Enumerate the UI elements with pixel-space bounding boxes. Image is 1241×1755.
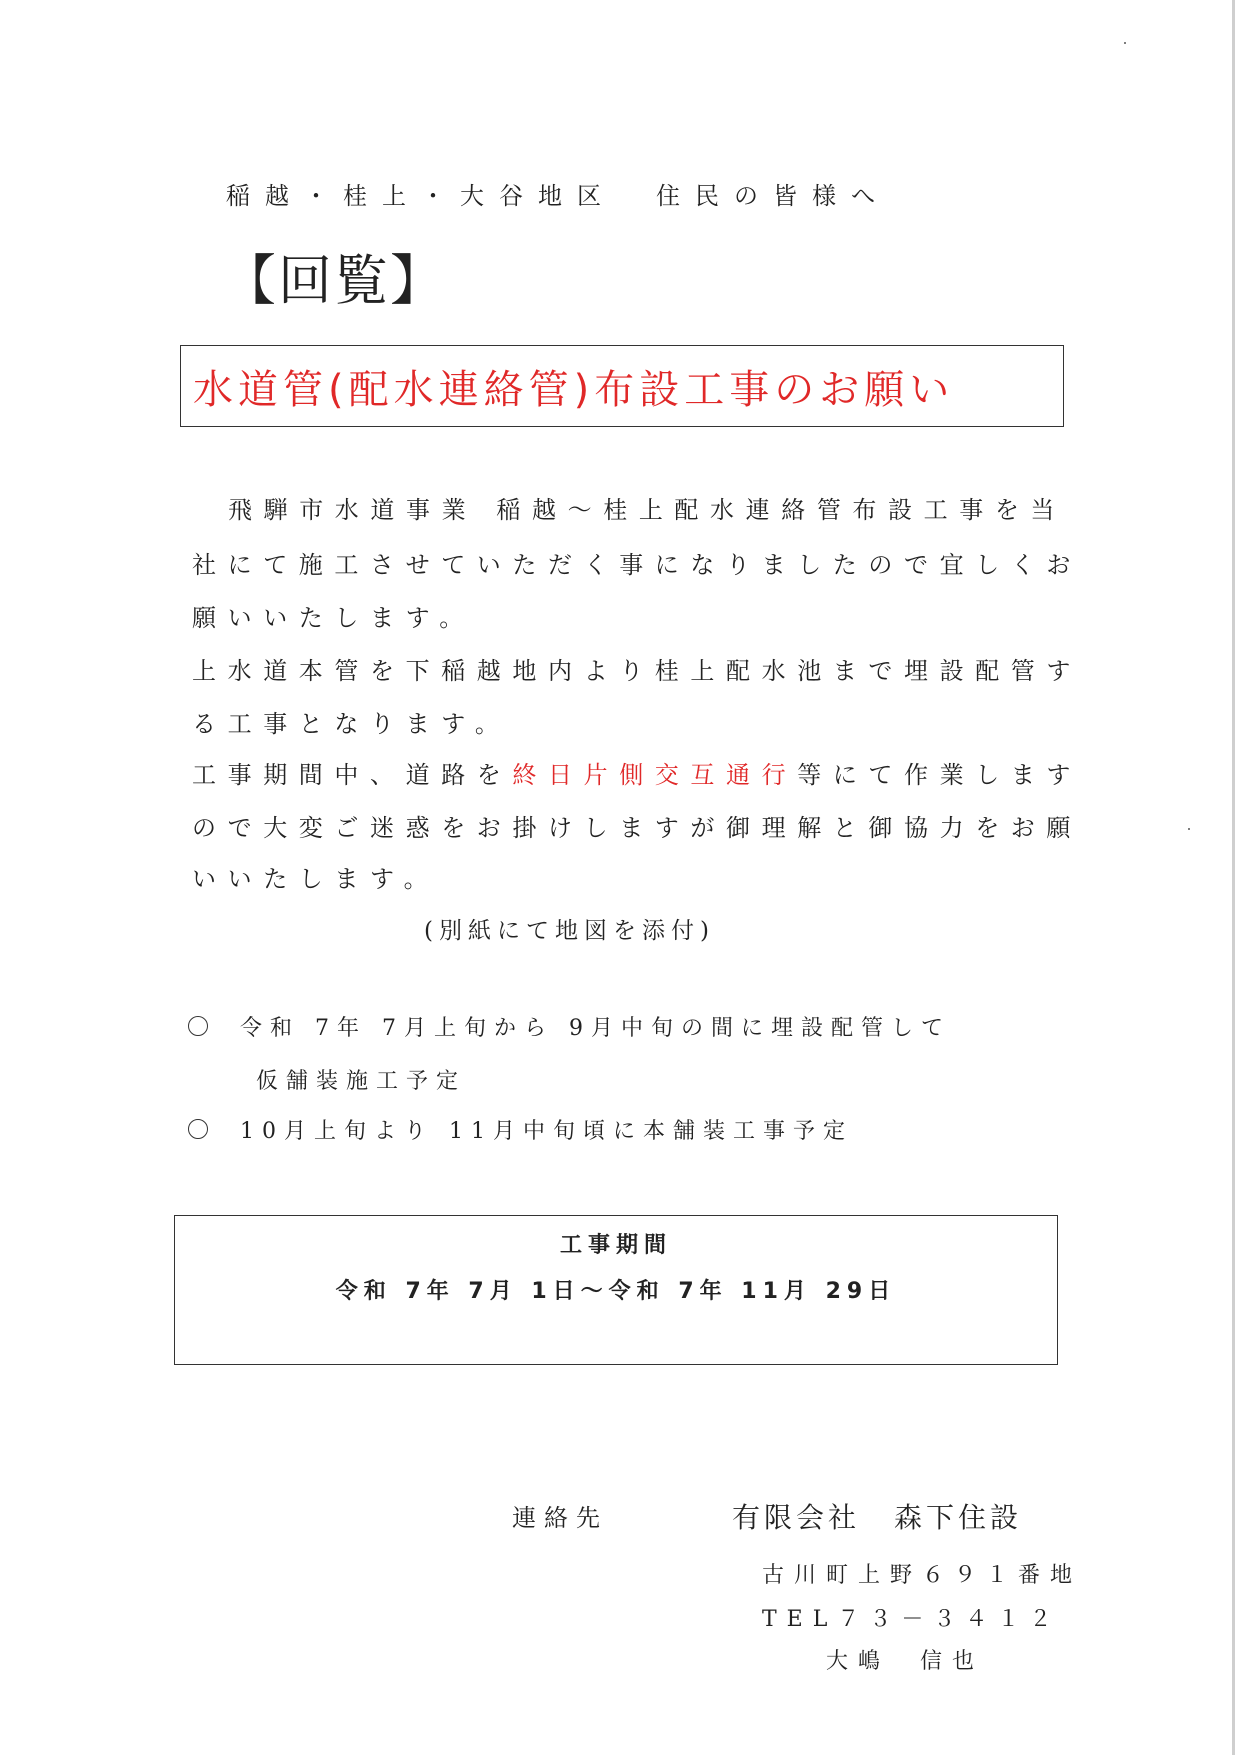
contact-person-family: 大嶋 <box>826 1649 891 1674</box>
addressee <box>226 176 890 211</box>
construction-period-box <box>174 1215 1058 1365</box>
addressee-to: 住民の皆様へ <box>656 182 890 210</box>
schedule-item-1-line-1: 令和 7年 7月上旬から 9月中旬の間に埋設配管して <box>240 1016 951 1041</box>
contact-person <box>826 1644 984 1675</box>
scan-speck <box>1188 828 1190 830</box>
body-line-5: る工事となります。 <box>192 710 511 738</box>
title-box <box>180 345 1064 427</box>
company-name <box>732 1496 1022 1536</box>
construction-period-value: 令和 7年 7月 1日～令和 7年 11月 29日 <box>335 1279 897 1304</box>
attachment-note: (別紙にて地図を添付) <box>424 918 715 944</box>
one-lane-traffic-highlight: 終日片側交互通行 <box>512 761 798 789</box>
schedule-item-1-line-2: 仮舗装施工予定 <box>256 1069 467 1094</box>
construction-period-label: 工事期間 <box>559 1233 672 1258</box>
contact-label: 連絡先 <box>512 1504 608 1532</box>
circulation-heading: 【回覧】 <box>222 249 446 312</box>
circle-bullet-icon <box>188 1016 208 1036</box>
body-line-3: 願いいたします。 <box>192 604 475 632</box>
company-type: 有限会社 <box>732 1501 861 1534</box>
notice-title: 水道管(配水連絡管)布設工事のお願い <box>193 367 955 413</box>
body-line-1: 飛騨市水道事業 稲越～桂上配水連絡管布設工事を当 <box>228 496 1067 524</box>
addressee-area: 稲越・桂上・大谷地区 <box>226 182 616 210</box>
contact-person-given: 信也 <box>920 1649 985 1674</box>
schedule-item-2: 10月上旬より 11月中旬頃に本舗装工事予定 <box>240 1119 853 1144</box>
circle-bullet-icon <box>188 1119 208 1139</box>
company-address: 古川町上野６９１番地 <box>762 1563 1083 1588</box>
body-line-8: いいたします。 <box>192 865 440 893</box>
body-line-7: ので大変ご迷惑をお掛けしますが御理解と御協力をお願 <box>192 814 1082 842</box>
company-proper-name: 森下住設 <box>894 1501 1023 1534</box>
body-line-6 <box>192 755 1082 790</box>
body-line-2: 社にて施工させていただく事になりましたので宜しくお <box>192 551 1082 579</box>
body-line-6-pre: 工事期間中、道路を <box>192 761 513 789</box>
page-edge-shadow <box>1232 0 1235 1755</box>
scan-speck <box>1124 42 1126 44</box>
body-line-4: 上水道本管を下稲越地内より桂上配水池まで埋設配管す <box>192 657 1082 685</box>
company-phone: TEL７３－３４１２ <box>762 1607 1062 1632</box>
body-line-6-post: 等にて作業します <box>797 761 1083 789</box>
